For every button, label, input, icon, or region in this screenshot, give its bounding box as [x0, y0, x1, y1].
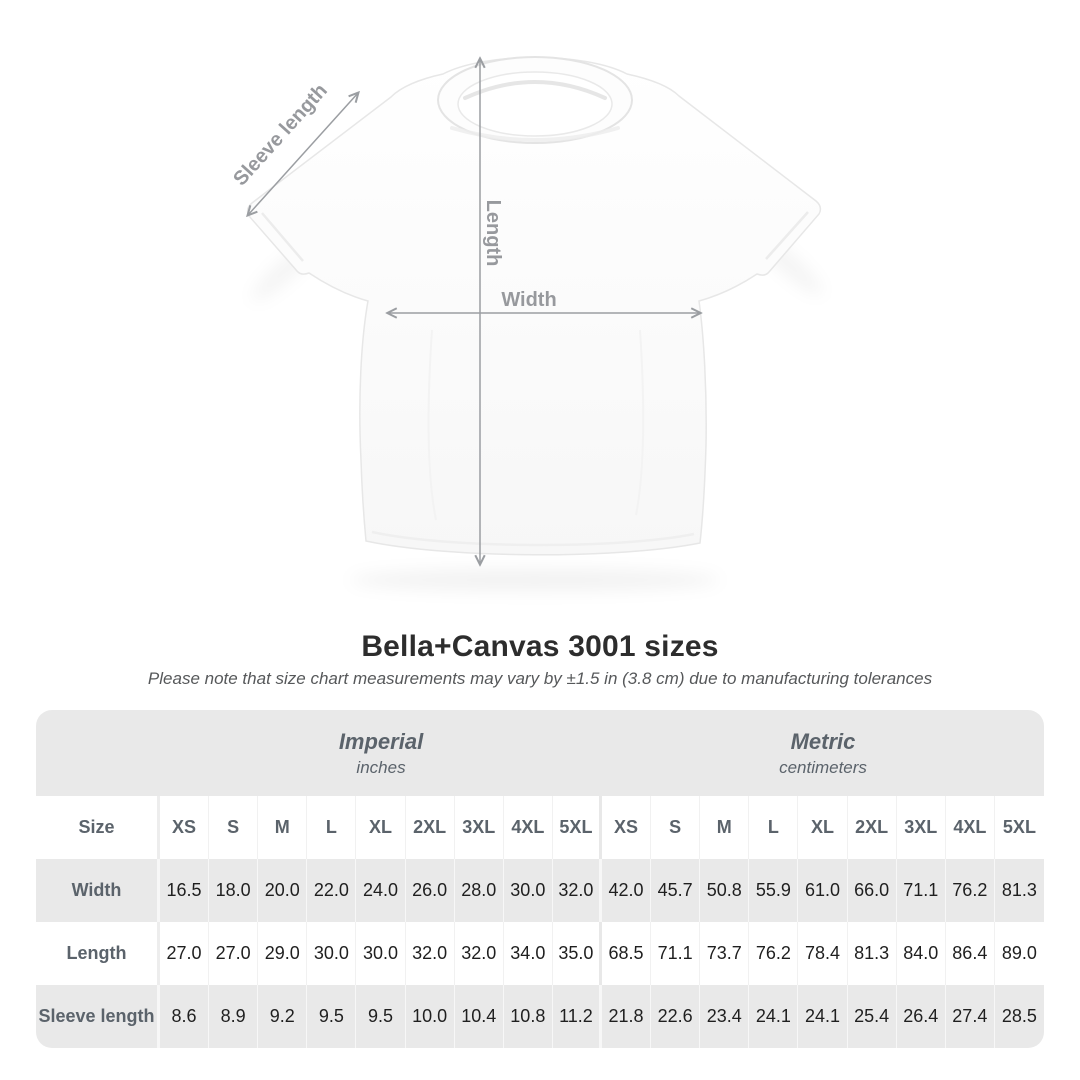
value-cell: 76.2 — [946, 859, 995, 922]
size-header-cell: M — [700, 796, 749, 859]
value-cell: 28.5 — [1001, 1006, 1037, 1026]
value-cell: 21.8 — [602, 985, 651, 1048]
value-cell: 8.6 — [160, 985, 209, 1048]
value-cell: 24.1 — [749, 985, 798, 1048]
value-cell: 27.0 — [209, 922, 258, 985]
value-cell: 24.0 — [356, 859, 405, 922]
value-cell: 26.4 — [897, 985, 946, 1048]
size-header-cell: 2XL — [848, 796, 897, 859]
row-label: Length — [36, 922, 160, 985]
metric-label: Metric — [790, 728, 856, 754]
imperial-label: Imperial — [338, 728, 424, 754]
value-cell: 32.0 — [406, 922, 455, 985]
value-cell: 30.0 — [307, 922, 356, 985]
value-cell: 10.4 — [455, 985, 504, 1048]
value-cell: 20.0 — [258, 859, 307, 922]
value-cell: 10.0 — [406, 985, 455, 1048]
size-header-cell: S — [651, 796, 700, 859]
value-cell: 34.0 — [504, 922, 553, 985]
size-header-cell: XL — [798, 796, 847, 859]
value-cell: 73.7 — [700, 922, 749, 985]
table-row-sleeve-length — [36, 985, 1044, 1048]
value-cell: 68.5 — [602, 922, 651, 985]
value-cell: 42.0 — [602, 859, 651, 922]
row-label: Width — [36, 859, 160, 922]
size-header-cell: XS — [160, 796, 209, 859]
page-title: Bella+Canvas 3001 sizes — [361, 630, 719, 663]
value-cell: 71.1 — [897, 859, 946, 922]
value-cell: 18.0 — [209, 859, 258, 922]
size-header-cell: 4XL — [504, 796, 553, 859]
value-cell: 25.4 — [848, 985, 897, 1048]
size-header-cell: 5XL — [1002, 817, 1036, 837]
value-cell: 23.4 — [700, 985, 749, 1048]
metric-unit: centimeters — [779, 757, 867, 777]
value-cell: 50.8 — [700, 859, 749, 922]
size-header-cell: 4XL — [946, 796, 995, 859]
group-header-corner — [36, 710, 160, 796]
value-cell: 29.0 — [258, 922, 307, 985]
value-cell: 89.0 — [1001, 943, 1037, 963]
value-cell: 22.0 — [307, 859, 356, 922]
tolerance-note: Please note that size chart measurements may vary by ±1.5 in (3.8 cm) due to manufacturing tolerances — [147, 669, 933, 688]
value-cell: 76.2 — [749, 922, 798, 985]
value-cell: 81.3 — [1001, 880, 1037, 900]
value-cell: 30.0 — [356, 922, 405, 985]
value-cell: 27.0 — [160, 922, 209, 985]
group-header-row — [36, 710, 1044, 796]
collar — [438, 57, 632, 143]
value-cell: 66.0 — [848, 859, 897, 922]
value-cell: 22.6 — [651, 985, 700, 1048]
value-cell: 78.4 — [798, 922, 847, 985]
length-label: Length — [482, 199, 504, 267]
size-header-cell: S — [209, 796, 258, 859]
table-row-width — [36, 859, 1044, 922]
sleeve-length-label: Sleeve length — [229, 79, 332, 191]
size-table — [36, 710, 1044, 1048]
value-cell: 11.2 — [553, 985, 602, 1048]
size-header-row — [36, 796, 1044, 859]
value-cell: 28.0 — [455, 859, 504, 922]
value-cell: 10.8 — [504, 985, 553, 1048]
value-cell: 27.4 — [946, 985, 995, 1048]
value-cell: 9.5 — [307, 985, 356, 1048]
value-cell: 24.1 — [798, 985, 847, 1048]
value-cell: 8.9 — [209, 985, 258, 1048]
metric-group-header — [602, 710, 1044, 796]
size-header-cell: 5XL — [553, 796, 602, 859]
value-cell: 86.4 — [946, 922, 995, 985]
value-cell: 71.1 — [651, 922, 700, 985]
value-cell: 30.0 — [504, 859, 553, 922]
size-header-cell: XL — [356, 796, 405, 859]
table-row-length — [36, 922, 1044, 985]
value-cell: 16.5 — [160, 859, 209, 922]
value-cell: 9.5 — [356, 985, 405, 1048]
size-header-cell: 2XL — [406, 796, 455, 859]
size-corner-header: Size — [36, 796, 160, 859]
width-label: Width — [501, 289, 557, 311]
size-header-cell: 3XL — [897, 796, 946, 859]
value-cell: 84.0 — [897, 922, 946, 985]
size-header-cell: 3XL — [455, 796, 504, 859]
value-cell: 26.0 — [406, 859, 455, 922]
value-cell: 55.9 — [749, 859, 798, 922]
row-label: Sleeve length — [36, 985, 160, 1048]
value-cell: 45.7 — [651, 859, 700, 922]
size-header-cell: M — [258, 796, 307, 859]
value-cell: 35.0 — [553, 922, 602, 985]
size-header-cell: L — [307, 796, 356, 859]
value-cell: 61.0 — [798, 859, 847, 922]
imperial-unit: inches — [356, 757, 406, 777]
value-cell: 9.2 — [258, 985, 307, 1048]
value-cell: 32.0 — [553, 859, 602, 922]
imperial-group-header — [160, 710, 602, 796]
value-cell: 81.3 — [848, 922, 897, 985]
size-header-cell: XS — [602, 796, 651, 859]
value-cell: 32.0 — [455, 922, 504, 985]
size-header-cell: L — [749, 796, 798, 859]
